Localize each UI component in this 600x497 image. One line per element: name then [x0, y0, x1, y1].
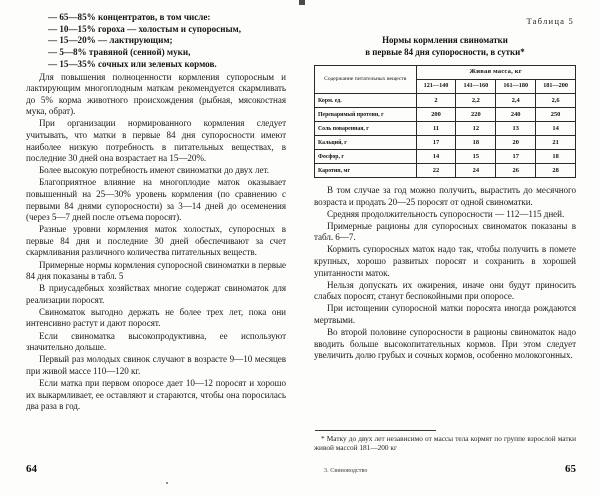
- cell-value: 14: [536, 122, 576, 136]
- right-page: [300, 0, 600, 497]
- cell-value: 17: [496, 150, 536, 164]
- table-body: [315, 94, 576, 178]
- cell-value: 17: [416, 136, 456, 150]
- table-title-line-2: в первые 84 дня супоросности, в сутки*: [365, 46, 525, 57]
- body-paragraph: При организации нормированного кормления следует учитывать, что матки в первые 84 дня супоросности имеют наиболее низкую потребность в питательных веществах, в последние 30 дней она возрастает на 15—20%.: [26, 118, 286, 164]
- cell-value: 240: [496, 108, 536, 122]
- table-row: [315, 136, 576, 150]
- row-label: Соль поваренная, г: [315, 122, 417, 136]
- cell-value: 12: [456, 122, 496, 136]
- cell-value: 14: [416, 150, 456, 164]
- cell-value: 2: [416, 94, 456, 108]
- cell-value: 24: [456, 164, 496, 178]
- table-row: [315, 94, 576, 108]
- column-header-weight-range: 121—140: [416, 80, 456, 94]
- body-paragraph: Во второй половине супоросности в рационы свиноматок надо вводить больше высокопитательных кормов. При этом следует увеличить долю грубых и сочных кормов, особенно молокогонных.: [314, 327, 576, 361]
- body-paragraph: Кормить супоросных маток надо так, чтобы получить в помете крупных, хорошо развитых поросят и сохранить в хорошей упитанности маток.: [314, 244, 576, 278]
- body-paragraph: В том случае за год можно получить, вырастить до месячного возраста и продать 20—25 поросят от одной свиноматки.: [314, 185, 576, 207]
- cell-value: 2,6: [536, 94, 576, 108]
- cell-value: 26: [496, 164, 536, 178]
- cell-value: 28: [536, 164, 576, 178]
- cell-value: 18: [536, 150, 576, 164]
- cell-value: 13: [496, 122, 536, 136]
- body-paragraph: Благоприятное влияние на многоплодие маток оказывает повышенный на 25—30% уровень кормления (по сравнению с первыми 84 днями супоросности) за 3—14 дней до осеменения (через 5—7 дней после отъема поросят).: [26, 177, 286, 223]
- cell-value: 22: [416, 164, 456, 178]
- cell-value: 200: [416, 108, 456, 122]
- table-row: [315, 108, 576, 122]
- page-number-left: 64: [26, 463, 37, 475]
- cell-value: 2,4: [496, 94, 536, 108]
- body-paragraph: Нельзя допускать их ожирения, иначе они будут приносить слабых поросят, станут беспокойными при опоросе.: [314, 279, 576, 302]
- row-label: Переваримый протеин, г: [315, 108, 417, 122]
- table-row: [315, 150, 576, 164]
- column-header-weight-range: 181—200: [536, 80, 576, 94]
- row-label: Корм. ед.: [315, 94, 417, 108]
- list-item: — 15—35% сочных или зеленых кормов.: [48, 58, 217, 69]
- row-label: Кальций, г: [315, 136, 417, 150]
- list-item: — 10—15% гороха — холостым и супоросным,: [48, 23, 242, 34]
- cell-value: 21: [536, 136, 576, 150]
- signature-mark: 3. Свиноводство: [324, 468, 368, 474]
- cell-value: 11: [416, 122, 456, 136]
- scan-speck: [166, 482, 168, 484]
- cell-value: 20: [496, 136, 536, 150]
- column-header-nutrient: Содержание питательных веществ: [315, 66, 417, 94]
- page-number-right: 65: [565, 463, 576, 475]
- table-title: [320, 35, 570, 58]
- footnote-text: * Матку до двух лет независимо от массы тела кормят по группе взрослой матки живой массой 181—200 кг: [314, 433, 576, 453]
- cell-value: 2,2: [456, 94, 496, 108]
- table-header-row-group: [315, 66, 576, 80]
- footnote-divider: [315, 430, 436, 431]
- footnote-block: [314, 430, 576, 453]
- table-number: Таблица 5: [526, 16, 574, 26]
- list-item: — 5—8% травяной (сенной) муки,: [48, 47, 191, 58]
- list-item: — 65—85% концентратов, в том числе:: [48, 12, 211, 22]
- body-paragraph: При истощении супоросной матки поросята иногда рождаются мертвыми.: [314, 303, 576, 326]
- row-label: Каротин, мг: [315, 164, 417, 178]
- table-title-line-1: Нормы кормления свиноматки: [382, 35, 508, 45]
- feeding-norms-table: [314, 65, 576, 178]
- table-row: [315, 122, 576, 136]
- row-label: Фосфор, г: [315, 150, 417, 164]
- body-paragraph: Первый раз молодых свинок случают в возрасте 9—10 месяцев при живой массе 110—120 кг.: [26, 354, 286, 376]
- body-paragraph: В приусадебных хозяйствах многие содержат свиноматок для реализации поросят.: [26, 283, 286, 305]
- body-paragraph: Примерные рационы для супоросных свиноматок показаны в табл. 6—7.: [314, 220, 576, 243]
- cell-value: 15: [456, 150, 496, 164]
- table-row: [315, 164, 576, 178]
- body-paragraph: Если свиноматка высокопродуктивна, ее используют значительно дольше.: [26, 330, 286, 353]
- body-paragraph: Средняя продолжительность супоросности — 112—115 дней.: [327, 208, 565, 219]
- body-paragraph: Если матка при первом опоросе дает 10—12 поросят и хорошо их выкармливает, ее оставляют и стараются, чтобы она поросилась два раза в год.: [26, 377, 286, 412]
- feed-composition-list: [26, 12, 286, 71]
- body-paragraph: Примерные нормы кормления супоросной свиноматки в первые 84 дня показаны в табл. 5: [26, 259, 286, 282]
- body-paragraph: Разные уровни кормления маток холостых, супоросных в первые 84 дня и последние 30 дней обеспечивают за счет скармливания различного количества питательных веществ.: [26, 224, 286, 258]
- body-paragraph: Для повышения полноценности кормления супоросным и лактирующим многоплодным маткам рекомендуется скармливать до 5% корма животного происхождения (рыбная, мясокостная мука, обрат).: [26, 71, 286, 117]
- column-header-weight-range: 141—160: [456, 80, 496, 94]
- cell-value: 220: [456, 108, 496, 122]
- table-head: [315, 66, 576, 94]
- list-item: — 15—20% — лактирующим;: [48, 35, 173, 46]
- body-paragraph: Свиноматок выгодно держать не более трех лет, пока они интенсивно растут и дают поросят.: [26, 306, 286, 329]
- cell-value: 18: [456, 136, 496, 150]
- body-paragraph: Более высокую потребность имеют свиноматки до двух лет.: [39, 165, 269, 176]
- column-header-weight-range: 161—180: [496, 80, 536, 94]
- cell-value: 250: [536, 108, 576, 122]
- column-group-header-live-weight: Живая масса, кг: [416, 66, 575, 80]
